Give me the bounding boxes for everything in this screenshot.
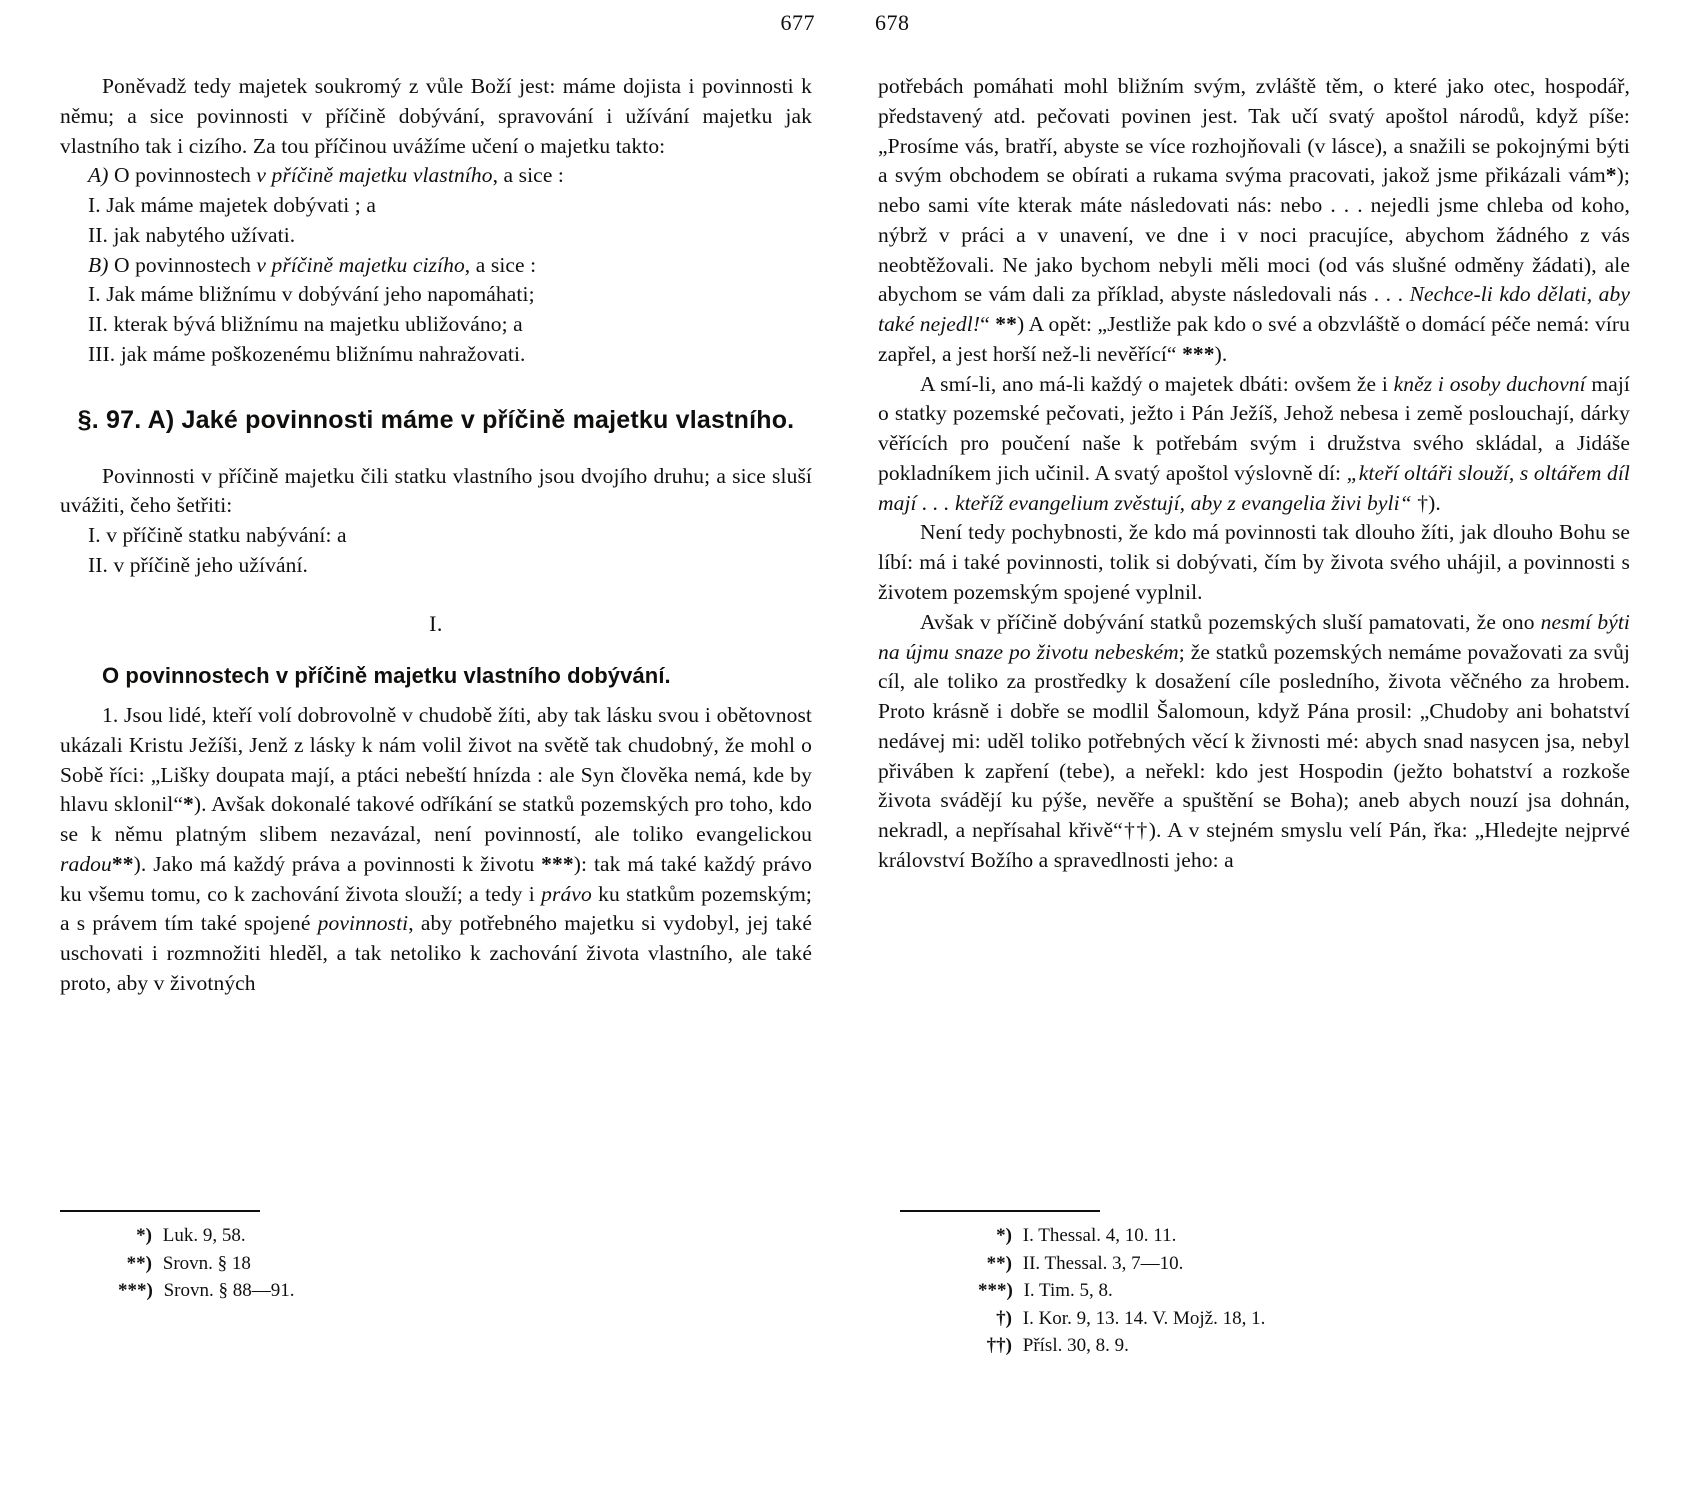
footnote-rule <box>60 1210 260 1212</box>
left-footnotes <box>60 1210 812 1305</box>
right-column <box>878 72 1630 1360</box>
right-paragraph-1: potřebách pomáhati mohl bližním svým, zvláště těm, o které jako otec, hospodář, představený atd. pečovati povinen jest. Tak učí svatý apoštol národů, když píše: „Prosíme vás, bratří, abyste se více rozhojňovali (v lásce), a snažili se pokojnými býti a svým obchodem se obírati a rukama svýma pracovati, jakož jsme přikázali vám*); nebo sami víte kterak máte následovati nás: nebo . . . nejedli jsme chleba od koho, nýbrž v práci a v unavení, ve dne i v noci pracujíce, abychom žádného z vás neobtěžovali. Ne jako bychom nebyli měli moci (od vás slušné odměny žádati), ale abychom se vám dali za příklad, abyste následovali nás . . . Nechce-li kdo dělati, aby také nejedl!“ **) A opět: „Jestliže pak kdo o své a obzvláště o domácí péče nemá: víru zapřel, a jest horší než-li nevěřící“ ***). <box>878 74 1631 366</box>
left-outline-item-a-2: II. jak nabytého užívati. <box>88 222 296 247</box>
page-number-right: 678 <box>875 10 910 35</box>
right-paragraph-2: A smí-li, ano má-li každý o majetek dbáti: ovšem že i kněz i osoby duchovní mají o statky pozemské pečovati, ježto i Pán Ježíš, Jehož nebesa i země poslouchají, dárky věřících pro poučení naše k potřebám svým i družstva svého skládal, a Jidáše pokladníkem jich učinil. A svatý apoštol výslovně dí: „kteří oltáři slouží, s oltářem díl mají . . . kteříž evangelium zvěstují, aby z evangelia živi byli“ †). <box>878 371 1631 515</box>
footnote-text: Luk. 9, 58. <box>162 1225 246 1246</box>
left-outline2-item-2: II. v příčině jeho užívání. <box>88 552 309 577</box>
footnote-item <box>878 1305 1630 1333</box>
right-footnotes <box>878 1210 1630 1360</box>
left-outline2-item-1: I. v příčině statku nabývání: a <box>88 523 347 548</box>
page-header <box>60 10 1630 36</box>
footnote-item <box>878 1332 1630 1360</box>
footnote-item <box>878 1277 1630 1305</box>
footnote-mark: ***) <box>978 1280 1013 1302</box>
footnote-mark: *) <box>136 1225 152 1246</box>
footnote-item <box>878 1222 1630 1250</box>
left-paragraph-2: Povinnosti v příčině majetku čili statku vlastního jsou dvojího druhu; a sice sluší uvážiti, čeho šetřiti: <box>60 463 812 518</box>
footnote-mark: **) <box>126 1252 152 1274</box>
two-column-body <box>60 72 1630 1360</box>
footnote-text: Přísl. 30, 8. 9. <box>1022 1335 1129 1357</box>
footnote-mark: †) <box>996 1307 1012 1329</box>
left-outline-item-a: A) O povinnostech v příčině majetku vlastního, a sice : <box>88 163 565 188</box>
sub-heading: O povinnostech v příčině majetku vlastního dobývání. <box>102 662 671 688</box>
footnote-text: Srovn. § 88—91. <box>163 1280 295 1302</box>
footnote-item <box>60 1277 812 1305</box>
footnote-mark: **) <box>986 1252 1012 1274</box>
footnote-item <box>60 1250 812 1278</box>
left-paragraph-3: 1. Jsou lidé, kteří volí dobrovolně v chudobě žíti, aby tak lásku svou i obětovnost ukázali Kristu Ježíši, Jenž z lásky k nám volil život na světě tak chudobný, že mohl o Sobě říci: „Lišky doupata mají, a ptáci nebeští hnízda : ale Syn člověka nemá, kde by hlavu sklonil“*). Avšak dokonalé takové odříkání se statků pozemských pro toho, kdo se k němu platným slibem nezavázal, není povinností, ale toliko evangelickou radou**). Jako má každý práva a povinnosti k životu ***): tak má také každý právo ku všemu tomu, co k zachování života slouží; a tedy i právo ku statkům pozemským; a s právem tím také spojené povinnosti, aby potřebného majetku si vydobyl, jej také uschovati i rozmnožiti hleděl, a tak netoliko k zachování života vlastního, ale také proto, aby v životných <box>60 703 813 995</box>
footnote-text: I. Tim. 5, 8. <box>1023 1280 1113 1302</box>
footnote-item <box>878 1250 1630 1278</box>
right-paragraph-4: Avšak v příčině dobývání statků pozemských sluší pamatovati, že ono nesmí býti na újmu snaze po životu nebeském; že statků pozemských nemáme považovati za svůj cíl, ale toliko za prostředky k dosažení cíle posledního, života věčného za hrobem. Proto krásně i dobře se modlil Šalomoun, když Pána prosil: „Chudoby ani bohatství nedávej mi: uděl toliko potřebných věcí k živnosti mé: abych snad nasycen jsa, nebyl přiváben k zapření (tebe), a neřekl: kdo jest Hospodin (ježto bohatství a rozkoše života svádějí ku pýše, nevěře a spuštění se Boha); aneb abych nouzí jsa dohnán, nekradl, a nepřísahal křivě“††). A v stejném smyslu velí Pán, řka: „Hledejte nejprvé království Božího a spravedlnosti jeho: a <box>878 609 1630 872</box>
left-outline-item-a-1: I. Jak máme majetek dobývati ; a <box>88 193 376 218</box>
left-column <box>60 72 812 1305</box>
left-outline-item-b-2: II. kterak bývá bližnímu na majetku ubližováno; a <box>88 312 523 337</box>
left-outline-item-b: B) O povinnostech v příčině majetku cizího, a sice : <box>88 252 537 277</box>
footnote-text: Srovn. § 18 <box>162 1252 251 1274</box>
right-paragraph-3: Není tedy pochybnosti, že kdo má povinnosti tak dlouho žíti, jak dlouho Bohu se líbí: má i také povinnosti, tolik si dobývati, čím by života svého uhájil, a povinnosti s životem pozemským spojené vyplnil. <box>878 520 1630 605</box>
section-heading: §. 97. A) Jaké povinnosti máme v příčině majetku vlastního. <box>77 405 795 434</box>
footnote-mark: ††) <box>986 1335 1012 1357</box>
footnote-text: II. Thessal. 3, 7—10. <box>1022 1252 1184 1274</box>
left-outline-item-b-1: I. Jak máme bližnímu v dobývání jeho napomáhati; <box>88 282 535 307</box>
left-paragraph-1: Poněvadž tedy majetek soukromý z vůle Boží jest: máme dojista i povinnosti k němu; a sice povinnosti v příčině dobývání, spravování i užívání majetku jak vlastního tak i cizího. Za tou příčinou uvážíme učení o majetku takto: <box>60 74 812 158</box>
footnote-mark: ***) <box>118 1280 153 1302</box>
footnote-text: I. Kor. 9, 13. 14. V. Mojž. 18, 1. <box>1022 1307 1266 1329</box>
footnote-text: I. Thessal. 4, 10. 11. <box>1022 1225 1177 1246</box>
left-outline-item-b-3: III. jak máme poškozenému bližnímu nahražovati. <box>88 341 526 366</box>
page-number-left: 677 <box>780 10 815 35</box>
footnote-rule <box>900 1210 1100 1212</box>
footnote-mark: *) <box>996 1225 1012 1246</box>
section-numeral: I. <box>429 610 443 636</box>
footnote-item <box>60 1222 812 1250</box>
